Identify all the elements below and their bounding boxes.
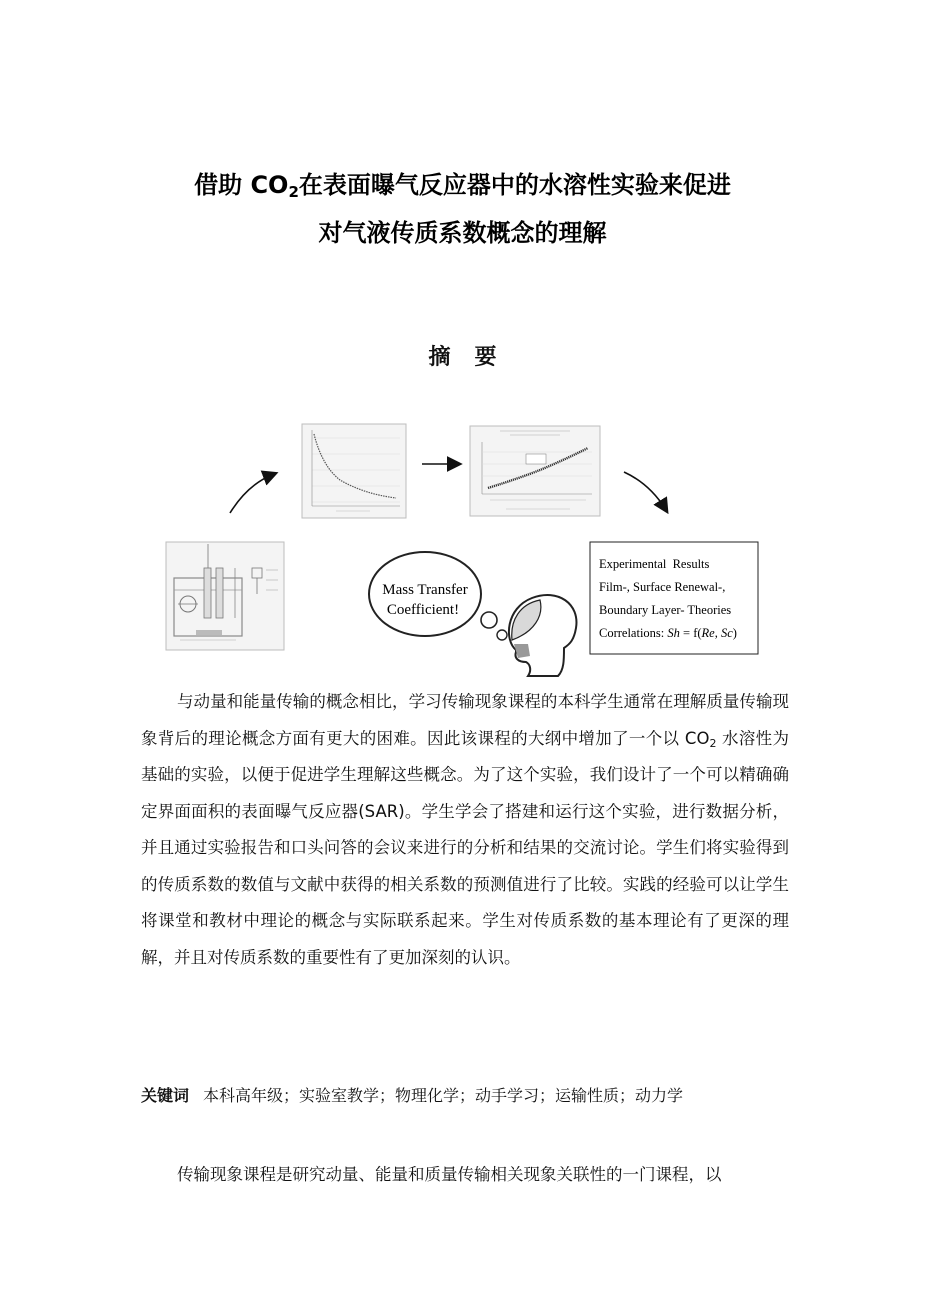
abstract-body	[141, 684, 789, 976]
results-box	[590, 542, 758, 654]
results-line-3: Boundary Layer- Theories	[599, 603, 732, 617]
flow-arrow-3	[624, 472, 666, 510]
keywords-line	[141, 1082, 801, 1110]
apparatus-diagram	[166, 542, 284, 650]
results-line-1: Experimental Results	[599, 557, 710, 571]
title-line-1: 借助 $CO_2$在表面曝气反应器中的水溶性实验来促进	[194, 171, 731, 201]
intro-paragraph: 传输现象课程是研究动量、能量和质量传输相关现象关联性的一门课程，以	[177, 1165, 722, 1184]
flow-arrow-1	[230, 474, 274, 513]
keywords-label: 关键词	[141, 1086, 190, 1105]
thinking-head-icon	[509, 595, 577, 676]
keywords-text: 本科高年级；实验室教学；物理化学；动手学习；运输性质；动力学	[203, 1086, 684, 1105]
title-line-2: 对气液传质系数概念的理解	[318, 219, 607, 247]
abstract-heading: 摘要	[428, 345, 521, 370]
bubble-text-line-2: Coefficient!	[386, 602, 460, 618]
results-line-4: Correlations: Sh = f(Re, Sc)	[599, 626, 737, 640]
abstract-paragraph: 与动量和能量传输的概念相比，学习传输现象课程的本科学生通常在理解质量传输现象背后的理论概念方面有更大的困难。因此该课程的大纲中增加了一个以 $CO_2$ 水溶性为基础的实验，以便于促进学生理解这些概念。为了这个实验，我们设计了一个可以精确确定界面面积的表面曝气反应器(SAR)。学生学会了搭建和运行这个实验，进行数据分析，并且通过实验报告和口头问答的会议来进行的分析和结果的交流讨论。学生们将实验得到的传质系数的数值与文献中获得的相关系数的预测值进行了比较。实践的经验可以让学生将课堂和教材中理论的概念与实际联系起来。学生对传质系数的基本理论有了更深的理解，并且对传质系数的重要性有了更加深刻的认识。	[141, 692, 789, 967]
results-line-2: Film-, Surface Renewal-,	[599, 580, 726, 594]
rising-curve-thumbnail	[470, 426, 600, 516]
thought-bubble	[369, 552, 507, 640]
bubble-text-line-1: Mass Transfer	[382, 582, 468, 598]
decay-curve-thumbnail	[302, 424, 406, 518]
toc-graphic	[160, 418, 770, 680]
